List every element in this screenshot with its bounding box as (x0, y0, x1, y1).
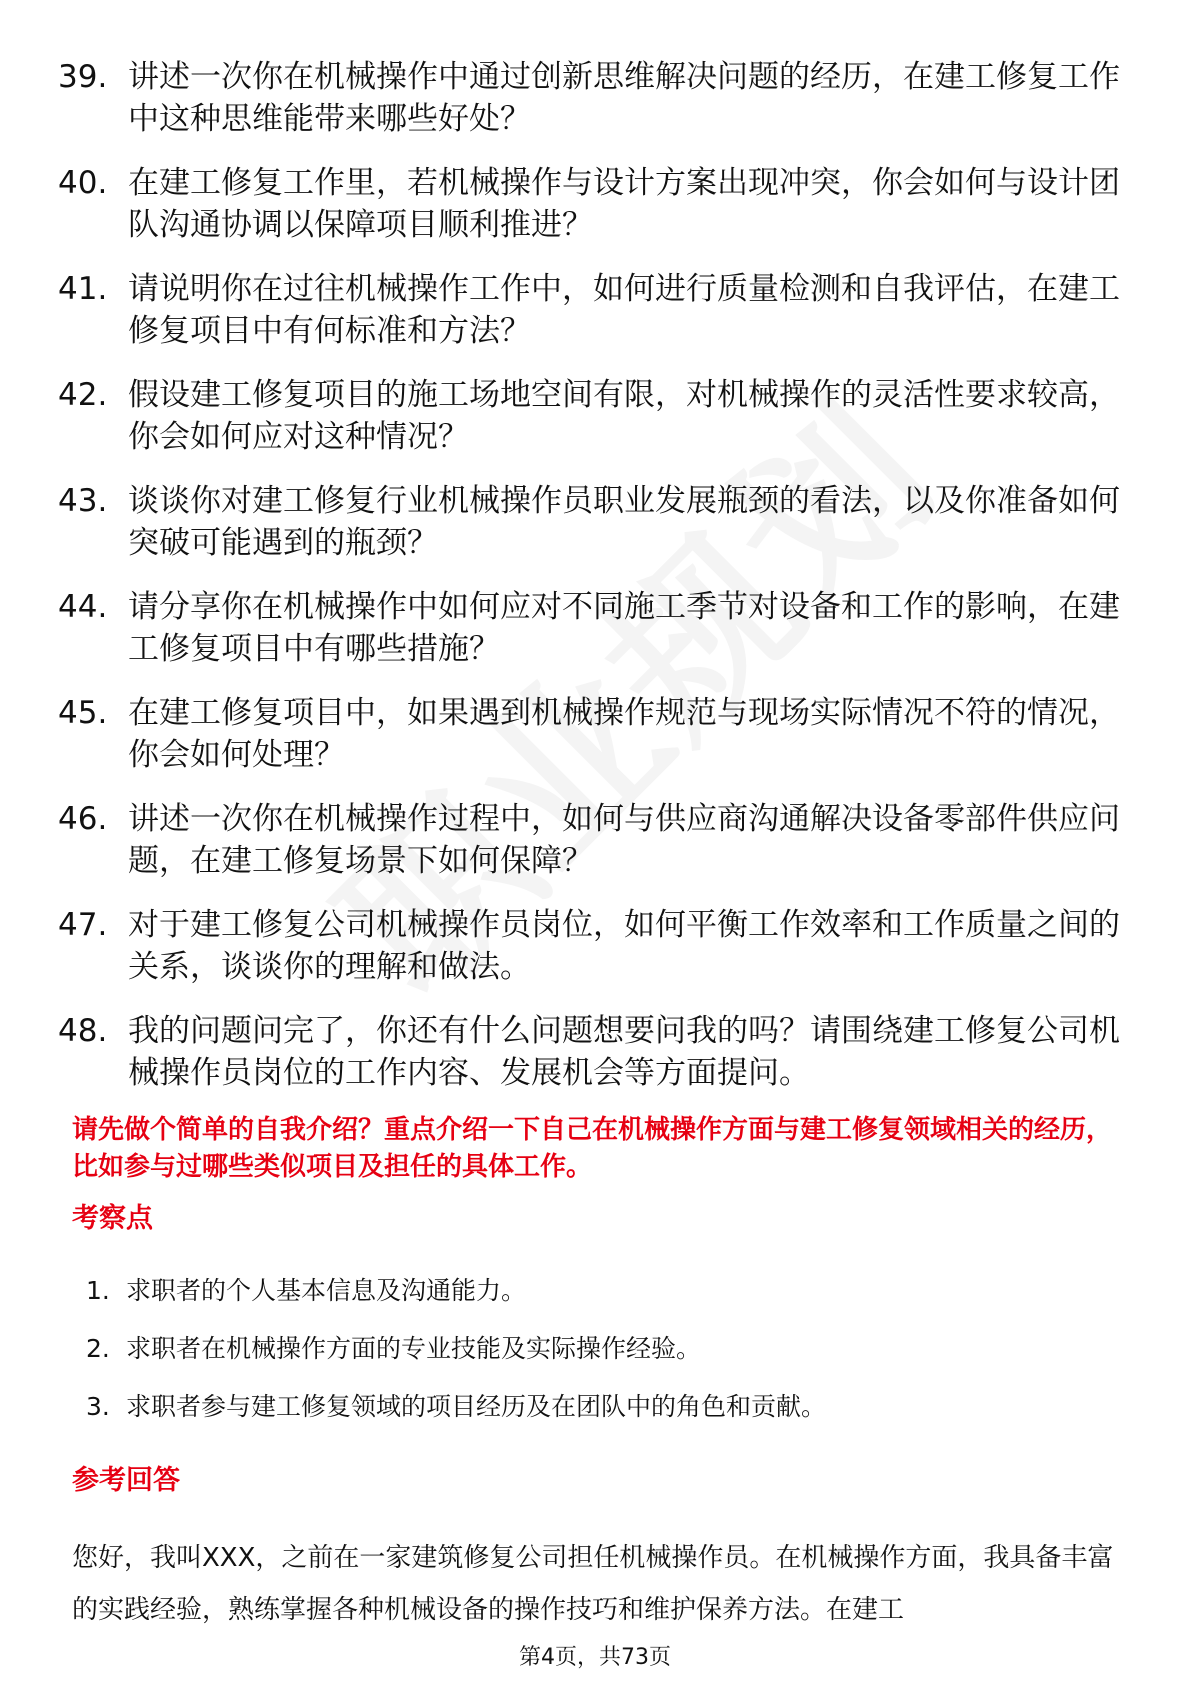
question-item (58, 1010, 1128, 1094)
question-text: 在建工修复工作里，若机械操作与设计方案出现冲突，你会如何与设计团队沟通协调以保障项目顺利推进？ (128, 165, 1120, 243)
question-item (58, 798, 1128, 882)
question-text: 讲述一次你在机械操作过程中，如何与供应商沟通解决设备零部件供应问题，在建工修复场景下如何保障？ (128, 801, 1120, 879)
point-text: 求职者的个人基本信息及沟通能力。 (126, 1276, 527, 1305)
list-item (86, 1390, 1126, 1424)
reference-answer: 您好，我叫XXX，之前在一家建筑修复公司担任机械操作员。在机械操作方面，我具备丰富的实践经验，熟练掌握各种机械设备的操作技巧和维护保养方法。在建工 (72, 1543, 1114, 1625)
question-number: 40. (58, 165, 108, 201)
question-number: 48. (58, 1013, 108, 1049)
highlight-question: 请先做个简单的自我介绍？重点介绍一下自己在机械操作方面与建工修复领域相关的经历，比如参与过哪些类似项目及担任的具体工作。 (72, 1115, 1113, 1182)
section-title-cankao: 参考回答 (72, 1465, 180, 1496)
section-title-kaochadian: 考察点 (72, 1203, 153, 1234)
question-item (58, 162, 1128, 246)
point-number: 1. (86, 1276, 110, 1305)
list-item (86, 1332, 1126, 1366)
question-number: 39. (58, 59, 108, 95)
question-item (58, 904, 1128, 988)
question-text: 讲述一次你在机械操作中通过创新思维解决问题的经历，在建工修复工作中这种思维能带来哪些好处？ (128, 59, 1120, 137)
question-item (58, 374, 1128, 458)
question-item (58, 586, 1128, 670)
question-item (58, 480, 1128, 564)
question-item (58, 692, 1128, 776)
question-number: 44. (58, 589, 108, 625)
question-number: 43. (58, 483, 108, 519)
evaluation-points (86, 1274, 1126, 1448)
question-text: 在建工修复项目中，如果遇到机械操作规范与现场实际情况不符的情况，你会如何处理？ (128, 695, 1120, 773)
question-item (58, 268, 1128, 352)
question-number: 45. (58, 695, 108, 731)
question-text: 请说明你在过往机械操作工作中，如何进行质量检测和自我评估，在建工修复项目中有何标准和方法？ (128, 271, 1120, 349)
page-footer: 第4页，共73页 (519, 1645, 671, 1670)
question-text: 假设建工修复项目的施工场地空间有限，对机械操作的灵活性要求较高，你会如何应对这种情况？ (128, 377, 1120, 455)
question-text: 请分享你在机械操作中如何应对不同施工季节对设备和工作的影响，在建工修复项目中有哪些措施？ (128, 589, 1120, 667)
question-text: 对于建工修复公司机械操作员岗位，如何平衡工作效率和工作质量之间的关系，谈谈你的理解和做法。 (128, 907, 1120, 985)
question-number: 41. (58, 271, 108, 307)
question-number: 42. (58, 377, 108, 413)
list-item (86, 1274, 1126, 1308)
point-number: 3. (86, 1392, 110, 1421)
question-item (58, 56, 1128, 140)
question-text: 我的问题问完了，你还有什么问题想要问我的吗？请围绕建工修复公司机械操作员岗位的工作内容、发展机会等方面提问。 (128, 1013, 1120, 1091)
question-list (58, 56, 1128, 1116)
point-text: 求职者在机械操作方面的专业技能及实际操作经验。 (126, 1334, 702, 1363)
question-number: 46. (58, 801, 108, 837)
point-text: 求职者参与建工修复领域的项目经历及在团队中的角色和贡献。 (126, 1392, 827, 1421)
question-number: 47. (58, 907, 108, 943)
question-text: 谈谈你对建工修复行业机械操作员职业发展瓶颈的看法，以及你准备如何突破可能遇到的瓶颈？ (128, 483, 1120, 561)
point-number: 2. (86, 1334, 110, 1363)
